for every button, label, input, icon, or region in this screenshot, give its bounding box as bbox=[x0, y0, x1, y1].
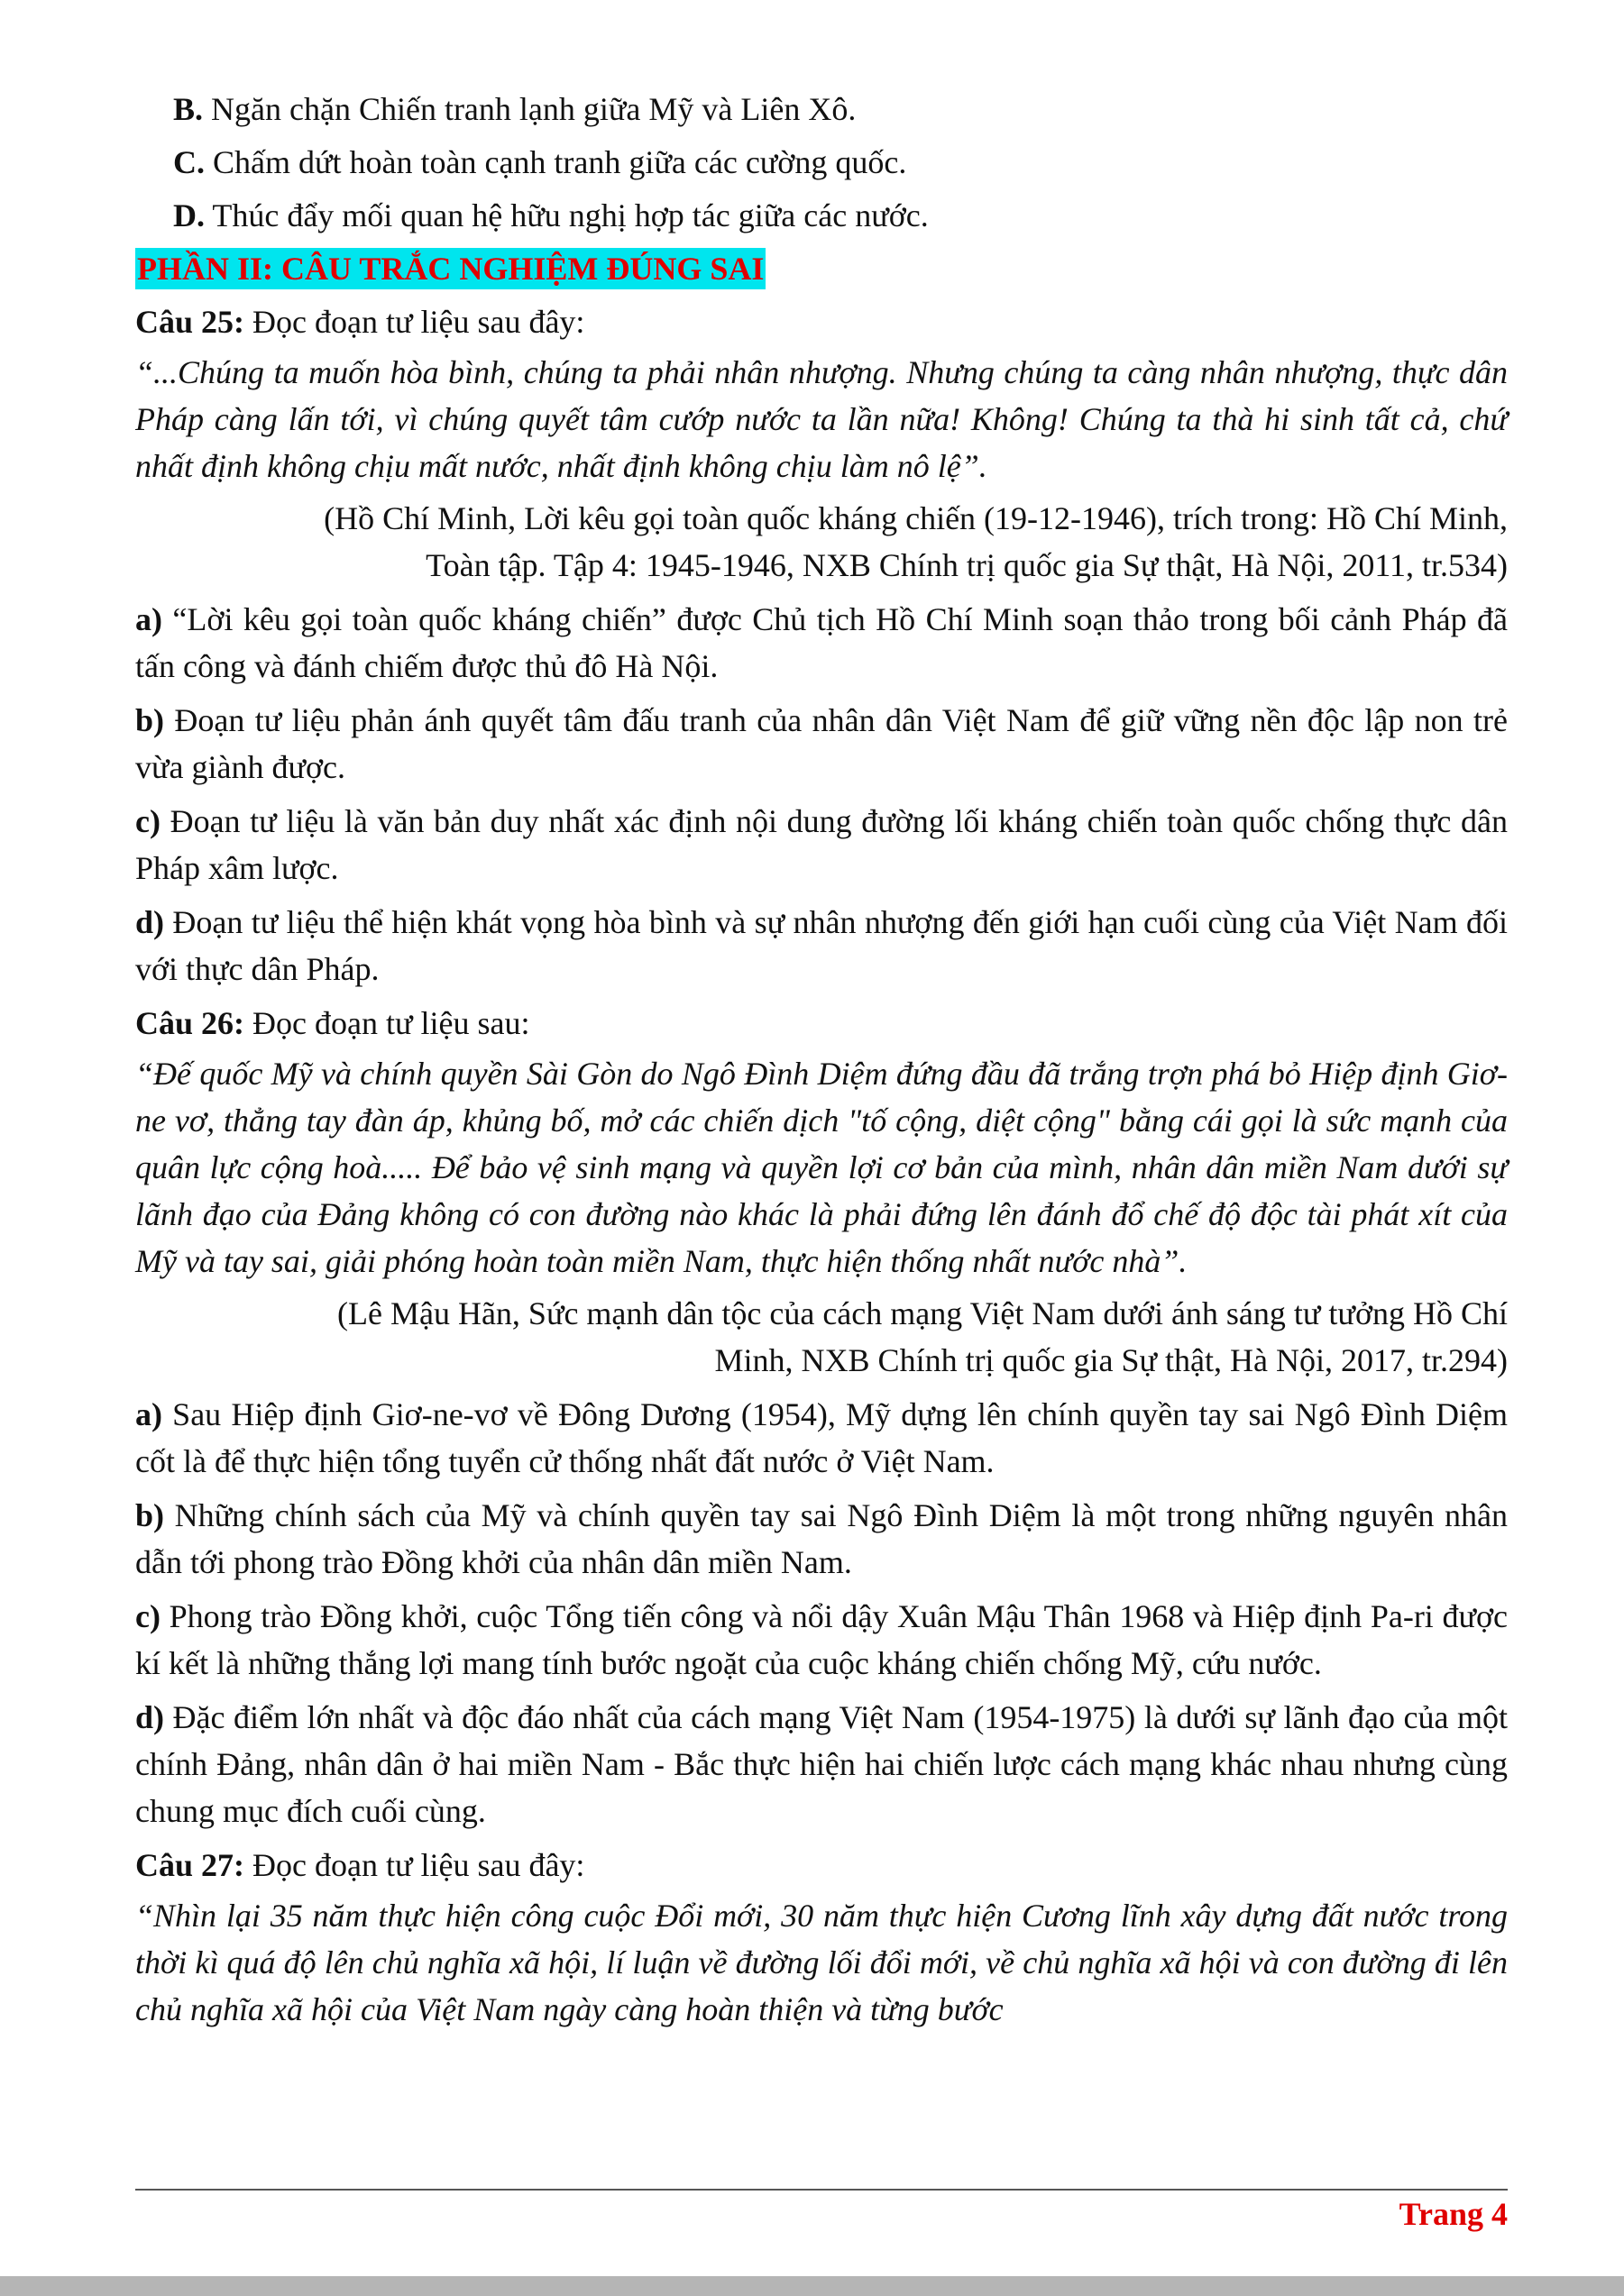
statement-label: c) bbox=[135, 803, 161, 839]
statement-label: b) bbox=[135, 702, 165, 738]
bottom-scroll-strip bbox=[0, 2276, 1624, 2296]
section-heading: PHẦN II: CÂU TRẮC NGHIỆM ĐÚNG SAI bbox=[135, 248, 766, 289]
statement-text: Đoạn tư liệu phản ánh quyết tâm đấu tranh của nhân dân Việt Nam để giữ vững nền độc lập non trẻ vừa giành được. bbox=[135, 702, 1508, 785]
option-label: B. bbox=[173, 91, 204, 127]
answer-option-d bbox=[135, 192, 1508, 239]
statement-label: d) bbox=[135, 904, 165, 940]
option-text: Thúc đẩy mối quan hệ hữu nghị hợp tác giữa các nước. bbox=[205, 197, 929, 233]
statement-text: Sau Hiệp định Giơ-ne-vơ về Đông Dương (1954), Mỹ dựng lên chính quyền tay sai Ngô Đình Diệm cốt là để thực hiện tổng tuyển cử thống nhất đất nước ở Việt Nam. bbox=[135, 1396, 1508, 1479]
question-25-statement-a bbox=[135, 596, 1508, 690]
question-25-statement-d bbox=[135, 899, 1508, 992]
option-label: D. bbox=[173, 197, 205, 233]
statement-text: Đoạn tư liệu thể hiện khát vọng hòa bình và sự nhân nhượng đến giới hạn cuối cùng của Việt Nam đối với thực dân Pháp. bbox=[135, 904, 1508, 987]
question-25-statement-c bbox=[135, 798, 1508, 892]
option-text: Chấm dứt hoàn toàn cạnh tranh giữa các cường quốc. bbox=[205, 144, 907, 180]
question-26-statement-d bbox=[135, 1694, 1508, 1834]
question-number: Câu 26: bbox=[135, 1005, 245, 1041]
statement-label: b) bbox=[135, 1497, 165, 1533]
question-26-statement-c bbox=[135, 1593, 1508, 1687]
statement-label: a) bbox=[135, 601, 162, 637]
source-line: Minh, NXB Chính trị quốc gia Sự thật, Hà Nội, 2017, tr.294) bbox=[714, 1342, 1508, 1378]
source-line: (Lê Mậu Hãn, Sức mạnh dân tộc của cách mạng Việt Nam dưới ánh sáng tư tưởng Hồ Chí bbox=[337, 1295, 1508, 1331]
option-label: C. bbox=[173, 144, 205, 180]
question-27-quote: “Nhìn lại 35 năm thực hiện công cuộc Đổi mới, 30 năm thực hiện Cương lĩnh xây dựng đất nước trong thời kì quá độ lên chủ nghĩa xã hội, lí luận về đường lối đổi mới, về chủ nghĩa xã hội và con đường đi lên chủ nghĩa xã hội của Việt Nam ngày càng hoàn thiện và từng bước bbox=[135, 1898, 1508, 2027]
statement-text: Những chính sách của Mỹ và chính quyền tay sai Ngô Đình Diệm là một trong những nguyên nhân dẫn tới phong trào Đồng khởi của nhân dân miền Nam. bbox=[135, 1497, 1508, 1580]
statement-label: a) bbox=[135, 1396, 162, 1432]
question-prompt: Đọc đoạn tư liệu sau đây: bbox=[244, 304, 585, 340]
document-page bbox=[135, 86, 1508, 2038]
option-text: Ngăn chặn Chiến tranh lạnh giữa Mỹ và Liên Xô. bbox=[203, 91, 857, 127]
page-number: Trang 4 bbox=[1399, 2196, 1508, 2232]
statement-text: Phong trào Đồng khởi, cuộc Tổng tiến công và nổi dậy Xuân Mậu Thân 1968 và Hiệp định Pa-ri được kí kết là những thắng lợi mang tính bước ngoặt của cuộc kháng chiến chống Mỹ, cứu nước. bbox=[135, 1598, 1508, 1681]
question-25-source bbox=[135, 495, 1508, 589]
question-number: Câu 25: bbox=[135, 304, 245, 340]
statement-label: c) bbox=[135, 1598, 161, 1634]
question-26-statement-a bbox=[135, 1391, 1508, 1485]
question-prompt: Đọc đoạn tư liệu sau: bbox=[244, 1005, 530, 1041]
answer-option-b bbox=[135, 86, 1508, 133]
statement-text: Đặc điểm lớn nhất và độc đáo nhất của cách mạng Việt Nam (1954-1975) là dưới sự lãnh đạo của một chính Đảng, nhân dân ở hai miền Nam - Bắc thực hiện hai chiến lược cách mạng khác nhau nhưng cùng chung mục đích cuối cùng. bbox=[135, 1699, 1508, 1829]
statement-label: d) bbox=[135, 1699, 165, 1735]
question-26-quote: “Đế quốc Mỹ và chính quyền Sài Gòn do Ngô Đình Diệm đứng đầu đã trắng trợn phá bỏ Hiệp định Giơ-ne vơ, thẳng tay đàn áp, khủng bố, mở các chiến dịch "tố cộng, diệt cộng" bằng cái gọi là sức mạnh của quân lực cộng hoà..... Để bảo vệ sinh mạng và quyền lợi cơ bản của mình, nhân dân miền Nam dưới sự lãnh đạo của Đảng không có con đường nào khác là phải đứng lên đánh đổ chế độ độc tài phát xít của Mỹ và tay sai, giải phóng hoàn toàn miền Nam, thực hiện thống nhất nước nhà”. bbox=[135, 1056, 1508, 1279]
question-25-statement-b bbox=[135, 697, 1508, 791]
statement-text: Đoạn tư liệu là văn bản duy nhất xác định nội dung đường lối kháng chiến toàn quốc chống thực dân Pháp xâm lược. bbox=[135, 803, 1508, 886]
statement-text: “Lời kêu gọi toàn quốc kháng chiến” được Chủ tịch Hồ Chí Minh soạn thảo trong bối cảnh Pháp đã tấn công và đánh chiếm được thủ đô Hà Nội. bbox=[135, 601, 1508, 684]
answer-option-c bbox=[135, 139, 1508, 186]
question-25-quote: “...Chúng ta muốn hòa bình, chúng ta phải nhân nhượng. Nhưng chúng ta càng nhân nhượng, thực dân Pháp càng lấn tới, vì chúng quyết tâm cướp nước ta lần nữa! Không! Chúng ta thà hi sinh tất cả, chứ nhất định không chịu mất nước, nhất định không chịu làm nô lệ”. bbox=[135, 354, 1508, 484]
question-27-heading bbox=[135, 1842, 1508, 1889]
question-prompt: Đọc đoạn tư liệu sau đây: bbox=[244, 1847, 585, 1883]
question-number: Câu 27: bbox=[135, 1847, 245, 1883]
footer-divider bbox=[135, 2189, 1508, 2191]
question-26-heading bbox=[135, 1000, 1508, 1047]
section-heading-wrap bbox=[135, 245, 1508, 295]
question-26-source bbox=[135, 1290, 1508, 1384]
source-line: Toàn tập. Tập 4: 1945-1946, NXB Chính trị quốc gia Sự thật, Hà Nội, 2011, tr.534) bbox=[426, 547, 1508, 583]
question-26-statement-b bbox=[135, 1492, 1508, 1586]
source-line: (Hồ Chí Minh, Lời kêu gọi toàn quốc kháng chiến (19-12-1946), trích trong: Hồ Chí Minh, bbox=[324, 500, 1508, 536]
question-25-heading bbox=[135, 298, 1508, 345]
